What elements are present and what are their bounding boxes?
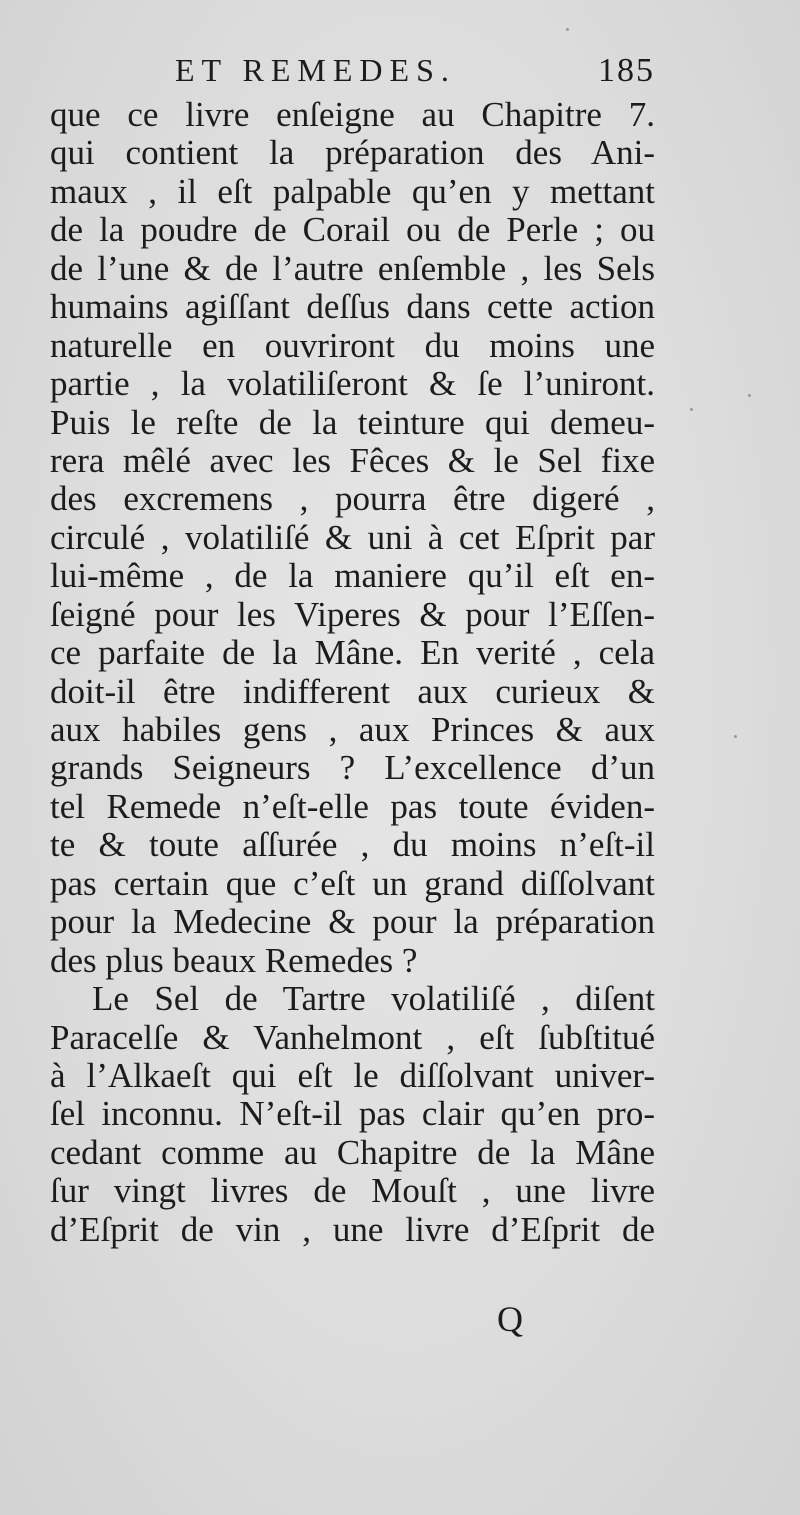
paper-speck — [566, 28, 569, 31]
text-line: que ce livre enſeigne au Chapitre 7. — [50, 95, 655, 134]
text-line: de l’une & de l’autre enſemble , les Sels — [50, 248, 655, 288]
paper-speck — [748, 394, 751, 397]
text-line: Paracelſe & Vanhelmont , eſt ſubſtitué — [50, 1017, 655, 1057]
signature-mark: Q — [497, 1299, 523, 1339]
text-line: rera mêlé avec les Fêces & le Sel fixe — [50, 440, 655, 480]
text-line: cedant comme au Chapitre de la Mâne — [50, 1132, 655, 1172]
text-line: des excremens , pourra être digeré , — [50, 479, 655, 519]
body-text — [50, 96, 655, 1249]
paper-speck — [734, 735, 737, 738]
text-line: Le Sel de Tartre volatiliſé , diſent — [92, 979, 655, 1019]
text-line: qui contient la préparation des Ani- — [50, 133, 655, 173]
text-line: humains agiſſant deſſus dans cette action — [50, 287, 655, 327]
paper-speck — [690, 408, 693, 411]
text-line: aux habiles gens , aux Princes & aux — [50, 710, 655, 749]
text-line: de la poudre de Corail ou de Perle ; ou — [50, 210, 655, 250]
text-line: Puis le reſte de la teinture qui demeu- — [50, 402, 655, 442]
text-line: ſur vingt livres de Mouſt , une livre — [50, 1171, 655, 1211]
text-line: à l’Alkaeſt qui eſt le diſſolvant univer- — [50, 1055, 655, 1095]
running-head — [175, 52, 655, 96]
text-line: circulé , volatiliſé & uni à cet Eſprit par — [50, 517, 655, 557]
text-line: ſeigné pour les Viperes & pour l’Eſſen- — [50, 594, 655, 634]
text-line: lui-même , de la maniere qu’il eſt en- — [50, 556, 655, 596]
text-line: ſel inconnu. N’eſt-il pas clair qu’en pro- — [50, 1094, 655, 1134]
page-number: 185 — [598, 52, 655, 89]
text-line: grands Seigneurs ? L’excellence d’un — [50, 748, 655, 788]
text-line: naturelle en ouvriront du moins une — [50, 325, 655, 365]
text-line: doit-il être indifferent aux curieux & — [50, 671, 655, 711]
text-line: pour la Medecine & pour la préparation — [50, 902, 655, 942]
running-title: ET REMEDES. — [175, 52, 456, 88]
text-line: tel Remede n’eſt-elle pas toute éviden- — [50, 786, 655, 826]
text-line: maux , il eſt palpable qu’en y mettant — [50, 171, 655, 211]
text-line: te & toute aſſurée , du moins n’eſt-il — [50, 825, 655, 865]
text-line: ce parfaite de la Mâne. En verité , cela — [50, 633, 655, 673]
text-line: partie , la volatiliſeront & ſe l’uniront. — [50, 364, 655, 404]
text-line: des plus beaux Remedes ? — [50, 940, 418, 980]
text-line: d’Eſprit de vin , une livre d’Eſprit de — [50, 1209, 655, 1249]
text-line: pas certain que c’eſt un grand diſſolvant — [50, 863, 655, 903]
